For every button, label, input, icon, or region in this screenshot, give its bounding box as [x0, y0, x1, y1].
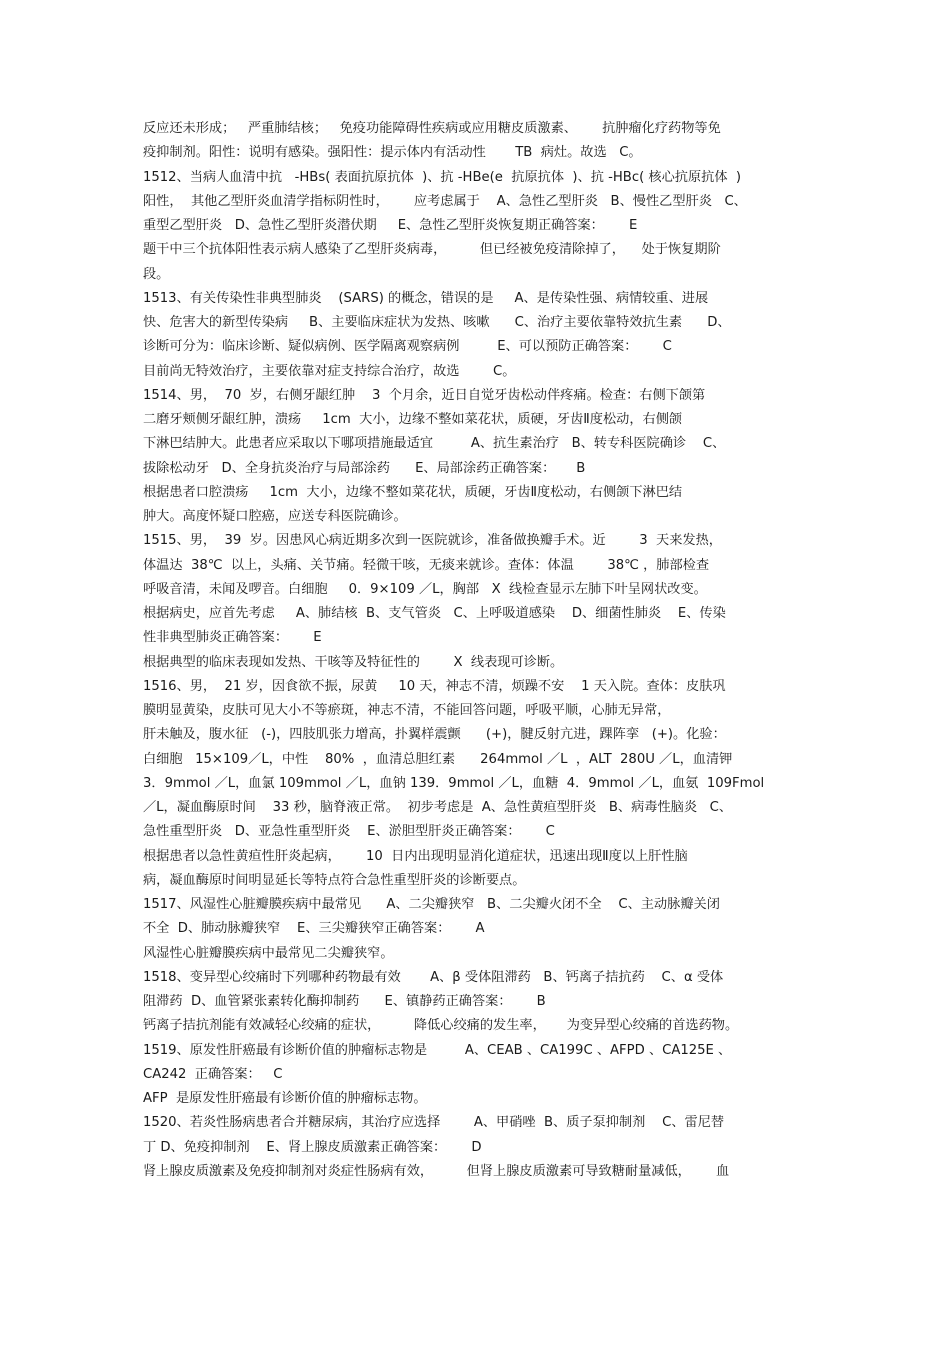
text-line: 疫抑制剂。阳性：说明有感染。强阳性：提示体内有活动性 TB 病灶。故选 C。	[143, 145, 642, 161]
text-line: 3．9mmol ／L，血氯 109mmol ／L，血钠 139．9mmol ／L，血糖 4．9mmol ／L，血氨 109Fmol	[143, 775, 765, 791]
text-line: 1519、原发性肝癌最有诊断价值的肿瘤标志物是 A、CEAB 、CA199C 、AFPD 、CA125E 、	[143, 1042, 732, 1058]
text-line: 肾上腺皮质激素及免疫抑制剂对炎症性肠病有效， 但肾上腺皮质激素可导致糖耐量减低， 血	[143, 1163, 730, 1179]
text-line: 根据典型的临床表现如发热、干咳等及特征性的 X 线表现可诊断。	[143, 654, 564, 670]
text-line: AFP 是原发性肝癌最有诊断价值的肿瘤标志物。	[143, 1091, 427, 1106]
text-line: 肿大。高度怀疑口腔癌，应送专科医院确诊。	[143, 509, 407, 524]
text-line: 病，凝血酶原时间明显延长等特点符合急性重型肝炎的诊断要点。	[143, 872, 526, 888]
text-line: 阳性， 其他乙型肝炎血清学指标阴性时， 应考虑属于 A、急性乙型肝炎 B、慢性乙型肝炎 C、	[143, 193, 747, 209]
text-line: 1513、有关传染性非典型肺炎 (SARS) 的概念，错误的是 A、是传染性强、病情较重、进展	[143, 290, 709, 306]
text-line: 1512、当病人血清中抗 -HBs( 表面抗原抗体 )、抗 -HBe(e 抗原抗体 )、抗 -HBc( 核心抗原抗体 )	[143, 169, 742, 185]
text-line: 呼吸音清，未闻及啰音。白细胞 0．9×109 ／L，胸部 X 线检查显示左肺下叶呈网状改变。	[143, 581, 707, 597]
text-line: 目前尚无特效治疗，主要依靠对症支持综合治疗，故选 C。	[143, 363, 516, 379]
text-line: 段。	[143, 266, 170, 282]
text-line: CA242 正确答案： C	[143, 1066, 283, 1082]
text-line: 丁 D、免疫抑制剂 E、肾上腺皮质激素正确答案： D	[143, 1139, 482, 1155]
text-line: 根据病史，应首先考虑 A、肺结核 B、支气管炎 C、上呼吸道感染 D、细菌性肺炎 E、传染	[143, 606, 726, 621]
text-line: 钙离子拮抗剂能有效减轻心绞痛的症状， 降低心绞痛的发生率， 为变异型心绞痛的首选药物。	[143, 1018, 739, 1034]
text-line: 不全 D、肺动脉瓣狭窄 E、三尖瓣狭窄正确答案： A	[143, 921, 485, 937]
text-line: 根据患者以急性黄疸性肝炎起病， 10 日内出现明显消化道症状，迅速出现Ⅱ度以上肝性脑	[143, 848, 688, 864]
text-line: 二磨牙颊侧牙龈红肿，溃疡 1cm 大小，边缘不整如菜花状，质硬，牙齿Ⅱ度松动，右侧颌	[143, 412, 683, 427]
text-line: 1517、风湿性心脏瓣膜疾病中最常见 A、二尖瓣狭窄 B、二尖瓣火闭不全 C、主动脉瓣关闭	[143, 897, 720, 912]
text-line: 1516、男， 21 岁，因食欲不振，尿黄 10 天，神志不清，烦躁不安 1 天入院。查体：皮肤巩	[143, 678, 726, 694]
text-line: 1518、变异型心绞痛时下列哪种药物最有效 A、β 受体阻滞药 B、钙离子拮抗药 C、α 受体	[143, 969, 724, 985]
text-line: 拔除松动牙 D、全身抗炎治疗与局部涂药 E、局部涂药正确答案： B	[143, 460, 586, 476]
text-line: 1514、男， 70 岁，右侧牙龈红肿 3 个月余，近日自觉牙齿松动伴疼痛。检查：右侧下颌第	[143, 387, 706, 403]
text-line: 1520、若炎性肠病患者合并糖尿病，其治疗应选择 A、甲硝唑 B、质子泵抑制剂 C、雷尼替	[143, 1115, 725, 1131]
text-line: 反应还未形成； 严重肺结核； 免疫功能障碍性疾病或应用糖皮质激素、 抗肿瘤化疗药物等免	[143, 121, 721, 136]
text-line: 性非典型肺炎正确答案： E	[143, 630, 322, 646]
text-line: 风湿性心脏瓣膜疾病中最常见二尖瓣狭窄。	[143, 945, 394, 961]
text-line: 肝未触及，腹水征 (-)，四肢肌张力增高，扑翼样震颤 (+)，腱反射亢进，踝阵挛 (+)。化验：	[143, 727, 726, 743]
text-line: 1515、男， 39 岁。因患风心病近期多次到一医院就诊，准备做换瓣手术。近 3 天来发热，	[143, 533, 722, 549]
text-line: 急性重型肝炎 D、亚急性重型肝炎 E、淤胆型肝炎正确答案： C	[143, 824, 555, 840]
text-line: 白细胞 15×109／L，中性 80% ，血清总胆红素 264mmol ／L ，ALT 280U ／L，血清钾	[143, 751, 733, 767]
text-line: 重型乙型肝炎 D、急性乙型肝炎潜伏期 E、急性乙型肝炎恢复期正确答案： E	[143, 218, 638, 233]
text-line: 体温达 38℃ 以上，头痛、关节痛。轻微干咳，无痰来就诊。查体：体温 38℃ ，肺部检查	[143, 557, 710, 573]
text-line: 下淋巴结肿大。此患者应采取以下哪项措施最适宜 A、抗生素治疗 B、转专科医院确诊 C、	[143, 436, 726, 452]
text-line: 快、危害大的新型传染病 B、主要临床症状为发热、咳嗽 C、治疗主要依靠特效抗生素 D、	[143, 315, 731, 330]
document-body	[143, 117, 813, 1184]
text-line: ／L，凝血酶原时间 33 秒，脑脊液正常。 初步考虑是 A、急性黄疸型肝炎 B、病毒性脑炎 C、	[143, 800, 733, 815]
text-line: 膜明显黄染，皮肤可见大小不等瘀斑，神志不清，不能回答问题，呼吸平顺，心肺无异常，	[143, 703, 671, 718]
text-line: 诊断可分为：临床诊断、疑似病例、医学隔离观察病例 E、可以预防正确答案： C	[143, 339, 672, 355]
text-line: 题干中三个抗体阳性表示病人感染了乙型肝炎病毒， 但已经被免疫清除掉了， 处于恢复期阶	[143, 242, 721, 258]
text-line: 根据患者口腔溃疡 1cm 大小，边缘不整如菜花状，质硬，牙齿Ⅱ度松动，右侧颌下淋巴结	[143, 484, 683, 500]
text-line: 阻滞药 D、血管紧张素转化酶抑制药 E、镇静药正确答案： B	[143, 994, 546, 1009]
